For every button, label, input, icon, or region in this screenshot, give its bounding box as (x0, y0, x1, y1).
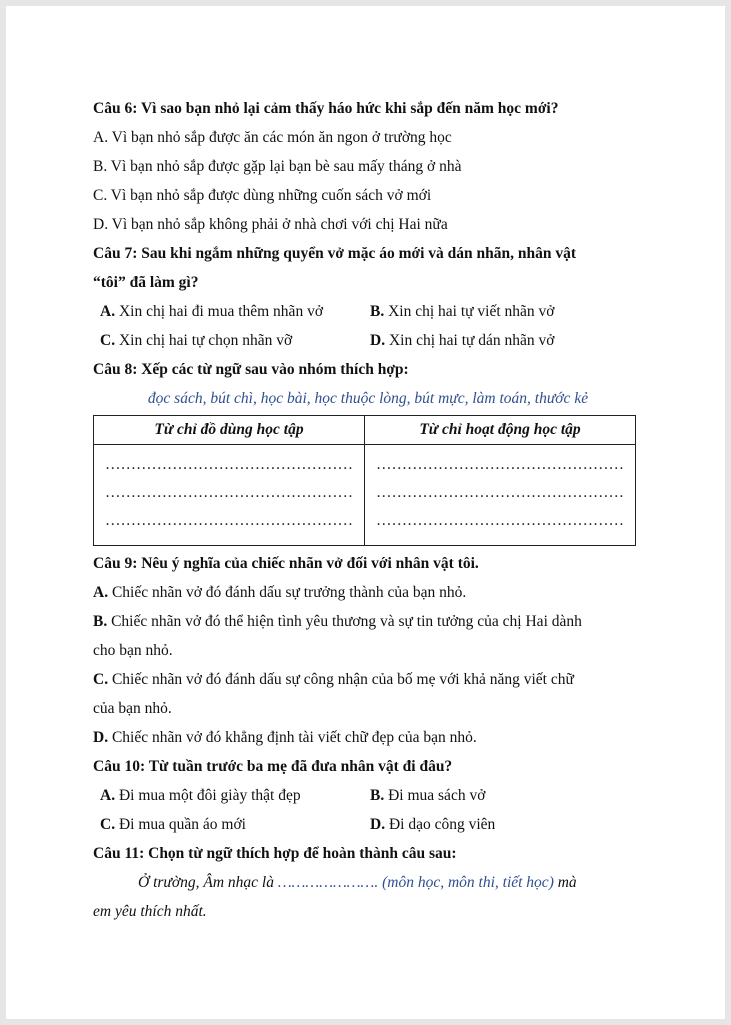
answer-line: ………………………………………… (105, 456, 353, 473)
q10-options-row1 (93, 781, 643, 810)
q10-option-a: A. Đi mua một đôi giày thật đẹp (100, 787, 301, 804)
table-header-study-activities: Từ chỉ hoạt động học tập (365, 416, 636, 445)
q9-option-b: B. Chiếc nhãn vở đó thể hiện tình yêu thương và sự tin tưởng của chị Hai dành (93, 613, 582, 630)
q8-word-list: đọc sách, bút chì, học bài, học thuộc lòng, bút mực, làm toán, thước kẻ (147, 390, 589, 407)
question-6: Câu 6: Vì sao bạn nhỏ lại cảm thấy háo hức khi sắp đến năm học mới? (93, 100, 559, 117)
q6-option-b: B. Vì bạn nhỏ sắp được gặp lại bạn bè sau mấy tháng ở nhà (93, 158, 462, 175)
q10-option-b: B. Đi mua sách vở (370, 787, 486, 804)
q6-option-c: C. Vì bạn nhỏ sắp được dùng những cuốn sách vở mới (93, 187, 432, 204)
q10-option-d: D. Đi dạo công viên (370, 816, 496, 833)
question-10: Câu 10: Từ tuần trước ba mẹ đã đưa nhân vật đi đâu? (93, 758, 453, 775)
answer-cell-activities[interactable] (365, 445, 636, 546)
q7-option-c: C. Xin chị hai tự chọn nhãn vỡ (100, 332, 293, 349)
answer-line: ………………………………………… (105, 512, 353, 529)
q8-sorting-table (93, 415, 636, 546)
q11-blank[interactable]: …………………. (277, 874, 383, 891)
q9-option-c: C. Chiếc nhãn vở đó đánh dấu sự công nhận của bố mẹ với khả năng viết chữ (93, 671, 574, 688)
table-header-school-supplies: Từ chỉ đồ dùng học tập (94, 416, 365, 445)
q9-option-c-cont: của bạn nhỏ. (93, 700, 172, 717)
q9-option-d: D. Chiếc nhãn vở đó khẳng định tài viết chữ đẹp của bạn nhỏ. (93, 729, 477, 746)
worksheet-content (93, 94, 643, 926)
q11-sentence: Ở trường, Âm nhạc là …………………. (môn học, môn thi, tiết học) mà (138, 874, 577, 891)
q7-option-b: B. Xin chị hai tự viết nhãn vở (370, 303, 555, 320)
answer-line: ………………………………………… (376, 456, 624, 473)
q11-choices: (môn học, môn thi, tiết học) (382, 874, 554, 891)
answer-line: ………………………………………… (376, 512, 624, 529)
document-page (6, 6, 725, 1019)
answer-cell-supplies[interactable] (94, 445, 365, 546)
answer-line: ………………………………………… (376, 484, 624, 501)
question-9: Câu 9: Nêu ý nghĩa của chiếc nhãn vở đối với nhân vật tôi. (93, 555, 479, 572)
question-7-line1: Câu 7: Sau khi ngắm những quyển vở mặc áo mới và dán nhãn, nhân vật (93, 245, 576, 262)
q7-options-row1 (93, 297, 643, 326)
q11-sentence-cont: em yêu thích nhất. (93, 903, 207, 920)
question-7-line2: “tôi” đã làm gì? (93, 274, 199, 291)
q6-option-d: D. Vì bạn nhỏ sắp không phải ở nhà chơi với chị Hai nữa (93, 216, 448, 233)
q10-option-c: C. Đi mua quần áo mới (100, 816, 246, 833)
question-11: Câu 11: Chọn từ ngữ thích hợp để hoàn thành câu sau: (93, 845, 457, 862)
question-8: Câu 8: Xếp các từ ngữ sau vào nhóm thích hợp: (93, 361, 409, 378)
q9-option-b-cont: cho bạn nhỏ. (93, 642, 173, 659)
q7-option-a: A. Xin chị hai đi mua thêm nhãn vở (100, 303, 324, 320)
q7-options-row2 (93, 326, 643, 355)
q6-option-a: A. Vì bạn nhỏ sắp được ăn các món ăn ngon ở trường học (93, 129, 452, 146)
q10-options-row2 (93, 810, 643, 839)
q9-option-a: A. Chiếc nhãn vở đó đánh dấu sự trưởng thành của bạn nhỏ. (93, 584, 467, 601)
answer-line: ………………………………………… (105, 484, 353, 501)
q7-option-d: D. Xin chị hai tự dán nhãn vở (370, 332, 555, 349)
